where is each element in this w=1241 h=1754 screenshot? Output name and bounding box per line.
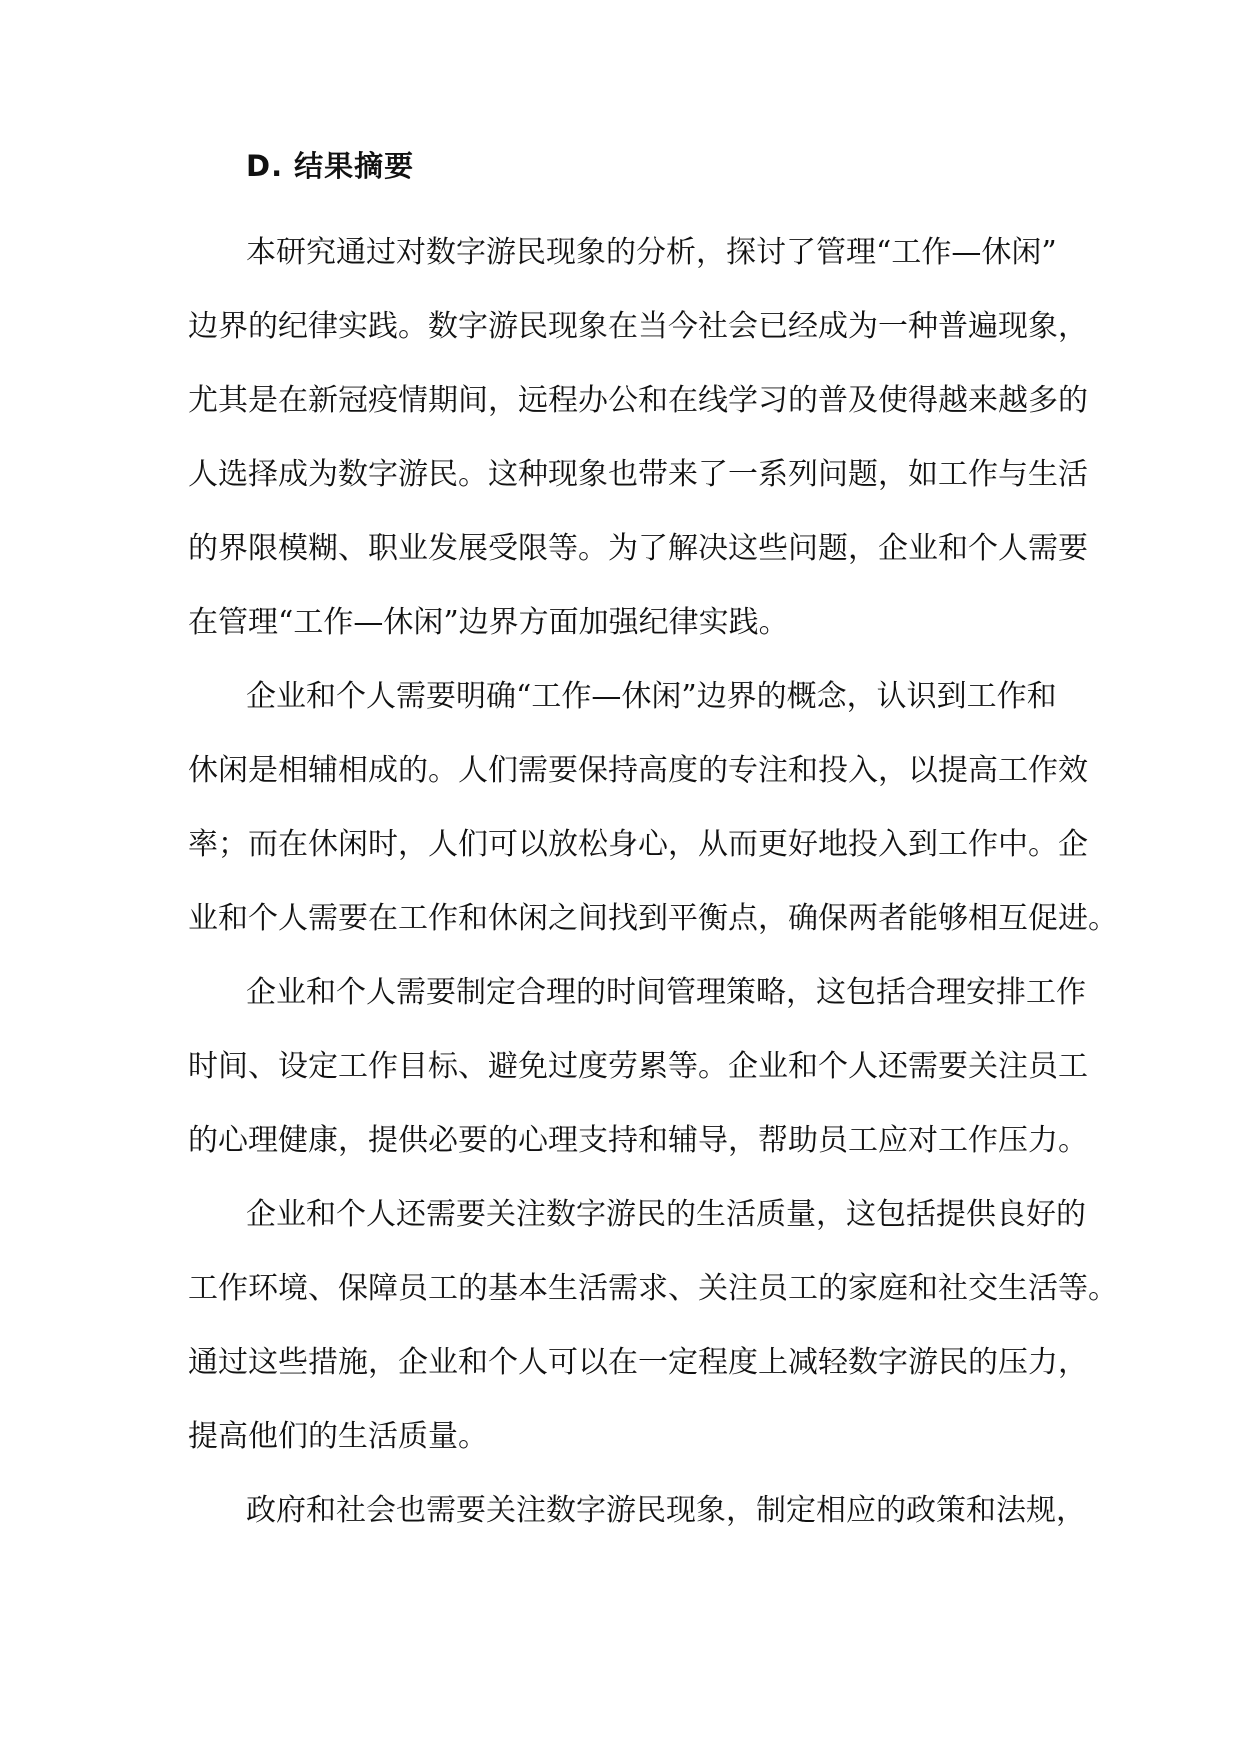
- paragraph-line: 政府和社会也需要关注数字游民现象，制定相应的政策和法规，: [246, 1493, 1086, 1528]
- paragraph-4: [188, 1178, 1118, 1474]
- paragraph-line: 企业和个人需要制定合理的时间管理策略，这包括合理安排工作: [246, 975, 1086, 1010]
- paragraph-line: 尤其是在新冠疫情期间，远程办公和在线学习的普及使得越来越多的: [188, 383, 1088, 418]
- paragraph-line: 时间、设定工作目标、避免过度劳累等。企业和个人还需要关注员工: [188, 1049, 1088, 1084]
- paragraph-line: 的心理健康，提供必要的心理支持和辅导，帮助员工应对工作压力。: [188, 1123, 1088, 1158]
- paragraph-3: [188, 956, 1088, 1178]
- paragraph-line: 工作环境、保障员工的基本生活需求、关注员工的家庭和社交生活等。: [188, 1271, 1118, 1306]
- paragraph-line: 提高他们的生活质量。: [188, 1419, 488, 1454]
- paragraph-line: 人选择成为数字游民。这种现象也带来了一系列问题，如工作与生活: [188, 457, 1088, 492]
- paragraph-line: 通过这些措施，企业和个人可以在一定程度上减轻数字游民的压力，: [188, 1345, 1088, 1380]
- paragraph-line: 业和个人需要在工作和休闲之间找到平衡点，确保两者能够相互促进。: [188, 901, 1118, 936]
- paragraph-line: 边界的纪律实践。数字游民现象在当今社会已经成为一种普遍现象，: [188, 309, 1088, 344]
- paragraph-line: 休闲是相辅相成的。人们需要保持高度的专注和投入，以提高工作效: [188, 753, 1088, 788]
- paragraph-5: [188, 1474, 1086, 1548]
- paragraph-line: 在管理“工作—休闲”边界方面加强纪律实践。: [188, 605, 789, 640]
- paragraph-line: 的界限模糊、职业发展受限等。为了解决这些问题，企业和个人需要: [188, 531, 1088, 566]
- paragraph-line: 企业和个人还需要关注数字游民的生活质量，这包括提供良好的: [246, 1197, 1086, 1232]
- paragraph-line: 率；而在休闲时，人们可以放松身心，从而更好地投入到工作中。企: [188, 827, 1088, 862]
- paragraph-1: [188, 216, 1088, 660]
- paragraph-2: [188, 660, 1118, 956]
- paragraph-line: 本研究通过对数字游民现象的分析，探讨了管理“工作—休闲”: [246, 235, 1057, 270]
- document-body: [188, 143, 1118, 1548]
- section-heading: D. 结果摘要: [246, 149, 415, 183]
- paragraph-line: 企业和个人需要明确“工作—休闲”边界的概念，认识到工作和: [246, 679, 1057, 714]
